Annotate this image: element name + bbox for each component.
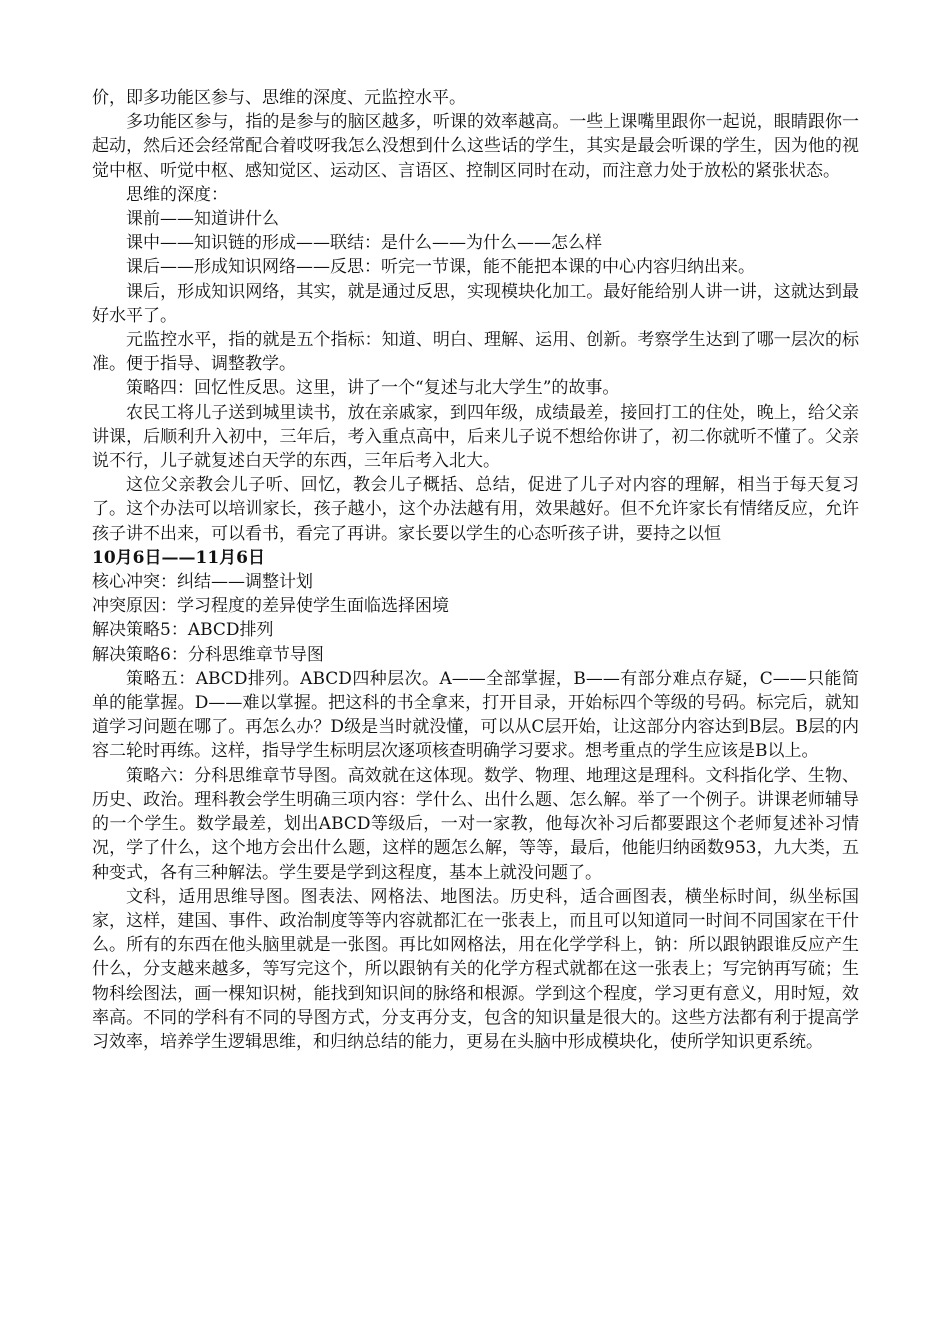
- paragraph-strategy-four: 策略四：回忆性反思。这里，讲了一个“复述与北大学生”的故事。: [126, 378, 620, 399]
- paragraph-knowledge-network: 课后，形成知识网络，其实，就是通过反思，实现模块化加工。最好能给别人讲一讲，这就达到最好水平了。: [92, 281, 859, 326]
- paragraph-metacognitive-level: 元监控水平，指的就是五个指标：知道、明白、理解、运用、创新。考察学生达到了哪一层次的标准。便于指导、调整教学。: [92, 330, 859, 375]
- paragraph-after-class: 课后——形成知识网络——反思：听完一节课，能不能把本课的中心内容归纳出来。: [126, 257, 755, 278]
- date-range-heading: 10月6日——11月6日: [92, 547, 265, 568]
- paragraph-story-lesson: 这位父亲教会儿子听、回忆，教会儿子概括、总结，促进了儿子对内容的理解，相当于每天复习了。这个办法可以培训家长，孩子越小，这个办法越有用，效果越好。但不允许家长有情绪反应，允许孩子讲不出来，可以看书，看完了再讲。家长要以学生的心态听孩子讲，要持之以恒: [92, 475, 859, 544]
- paragraph-thinking-depth-heading: 思维的深度：: [126, 184, 228, 205]
- paragraph-story: 农民工将儿子送到城里读书，放在亲戚家，到四年级，成绩最差，接回打工的住处，晚上，给父亲讲课，后顺利升入初中，三年后，考入重点高中，后来儿子说不想给你讲了，初二你就听不懂了。父亲说不行，儿子就复述白天学的东西，三年后考入北大。: [92, 402, 859, 472]
- document-page: [92, 86, 859, 1054]
- paragraph-before-class: 课前——知道讲什么: [126, 209, 279, 230]
- strategy-five-line: 解决策略5：ABCD排列: [92, 620, 274, 641]
- core-conflict-line: 核心冲突：纠结——调整计划: [92, 572, 313, 593]
- paragraph-multi-function-area: 多功能区参与，指的是参与的脑区越多，听课的效率越高。一些上课嘴里跟你一起说，眼睛跟你一起动，然后还会经常配合着哎呀我怎么没想到什么这些话的学生，其实是最会听课的学生，因为他的视觉中枢、听觉中枢、感知觉区、运动区、言语区、控制区同时在动，而注意力处于放松的紧张状态。: [92, 112, 859, 181]
- paragraph-strategy-five-detail: 策略五：ABCD排列。ABCD四种层次。A——全部掌握，B——有部分难点存疑，C——只能简单的能掌握。D——难以掌握。把这科的书全拿来，打开目录，开始标四个等级的号码。标完后，就知道学习问题在哪了。再怎么办？D级是当时就没懂，可以从C层开始，让这部分内容达到B层。B层的内容二轮时再练。这样，指导学生标明层次逐项核查明确学习要求。想考重点的学生应该是B以上。: [92, 668, 859, 762]
- conflict-cause-line: 冲突原因：学习程度的差异使学生面临选择困境: [92, 596, 449, 617]
- strategy-six-line: 解决策略6：分科思维章节导图: [92, 644, 324, 665]
- paragraph-during-class: 课中——知识链的形成——联结：是什么——为什么——怎么样: [126, 233, 602, 254]
- paragraph-intro: 价，即多功能区参与、思维的深度、元监控水平。: [92, 88, 466, 108]
- paragraph-strategy-six-detail: 策略六：分科思维章节导图。高效就在这体现。数学、物理、地理这是理科。文科指化学、生物、历史、政治。理科教会学生明确三项内容：学什么、出什么题、怎么解。举了一个例子。讲课老师辅导的一个学生。数学最差，划出ABCD等级后，一对一家教，他每次补习后都要跟这个老师复述补习情况，学了什么，这个地方会出什么题，这样的题怎么解，等等，最后，他能归纳函数953，九大类，五种变式，各有三种解法。学生要是学到这程度，基本上就没问题了。: [92, 765, 859, 883]
- paragraph-liberal-arts: 文科，适用思维导图。图表法、网格法、地图法。历史科，适合画图表，横坐标时间，纵坐标国家，这样，建国、事件、政治制度等等内容就都汇在一张表上，而且可以知道同一时间不同国家在干什么。所有的东西在他头脑里就是一张图。再比如网格法，用在化学学科上，钠：所以跟钠跟谁反应产生什么，分支越来越多，等写完这个，所以跟钠有关的化学方程式就都在这一张表上；写完钠再写硫；生物科绘图法，画一棵知识树，能找到知识间的脉络和根源。学到这个程度，学习更有意义，用时短，效率高。不同的学科有不同的导图方式，分支再分支，包含的知识量是很大的。这些方法都有利于提高学习效率，培养学生逻辑思维，和归纳总结的能力，更易在头脑中形成模块化，使所学知识更系统。: [92, 886, 859, 1052]
